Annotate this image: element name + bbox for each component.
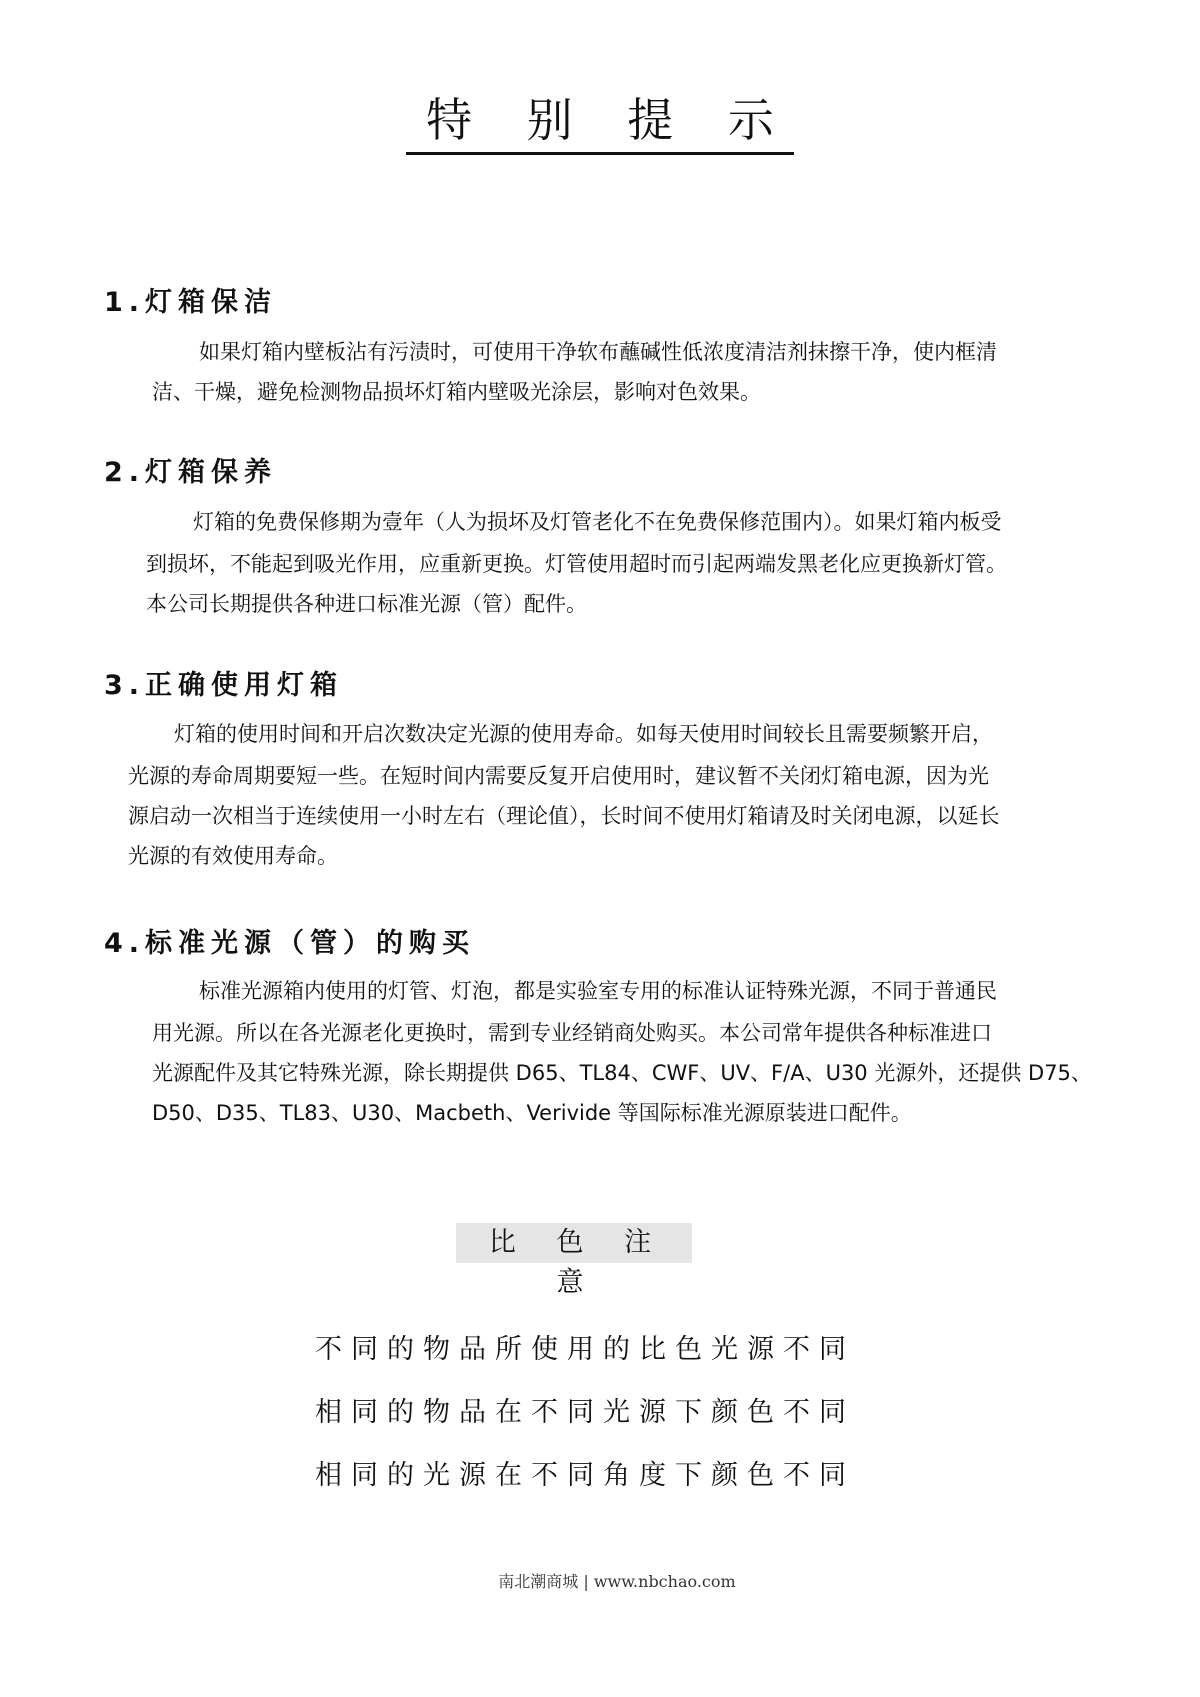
section-heading: 3.正确使用灯箱 <box>104 670 344 701</box>
paragraph-line: 灯箱的使用时间和开启次数决定光源的使用寿命。如每天使用时间较长且需要频繁开启， <box>174 722 993 746</box>
section-paragraph <box>152 372 761 412</box>
paragraph-line: 洁、干燥，避免检测物品损坏灯箱内壁吸光涂层，影响对色效果。 <box>152 380 761 404</box>
notice-line: 相同的光源在不同角度下颜色不同 <box>315 1460 855 1491</box>
notice-line: 相同的物品在不同光源下颜色不同 <box>315 1397 855 1428</box>
section-paragraph <box>152 1013 1092 1133</box>
paragraph-line: 灯箱的免费保修期为壹年（人为损坏及灯管老化不在免费保修范围内）。如果灯箱内板受 <box>193 510 1002 534</box>
paragraph-line: 本公司长期提供各种进口标准光源（管）配件。 <box>146 592 587 616</box>
notice-list <box>0 1318 1170 1507</box>
paragraph-line: 到损坏，不能起到吸光作用，应重新更换。灯管使用超时而引起两端发黑老化应更换新灯管。 <box>146 552 1007 576</box>
section-heading: 4.标准光源（管）的购买 <box>104 928 476 959</box>
paragraph-line: 光源的寿命周期要短一些。在短时间内需要反复开启使用时，建议暂不关闭灯箱电源，因为光 <box>128 764 989 788</box>
title-wrap <box>0 92 1200 155</box>
paragraph-line: D50、D35、TL83、U30、Macbeth、Verivide 等国际标准光源原装进口配件。 <box>152 1101 912 1125</box>
section-heading: 1.灯箱保洁 <box>104 287 278 318</box>
footer-source: 南北潮商城 | www.nbchao.com <box>498 1572 736 1591</box>
section-paragraph <box>174 714 993 754</box>
paragraph-line: 如果灯箱内壁板沾有污渍时，可使用干净软布蘸碱性低浓度清洁剂抹擦干净，使内框清 <box>199 340 997 364</box>
paragraph-line: 标准光源箱内使用的灯管、灯泡，都是实验室专用的标准认证特殊光源，不同于普通民 <box>199 979 997 1003</box>
notice-heading: 比 色 注 意 <box>456 1223 692 1263</box>
paragraph-line: 源启动一次相当于连续使用一小时左右（理论值），长时间不使用灯箱请及时关闭电源，以延长 <box>128 804 1000 828</box>
paragraph-line: 光源的有效使用寿命。 <box>128 844 338 868</box>
section-paragraph <box>128 756 1000 876</box>
notice-line: 不同的物品所使用的比色光源不同 <box>315 1334 855 1365</box>
section-paragraph <box>193 502 1002 542</box>
section-heading: 2.灯箱保养 <box>104 457 278 488</box>
section-paragraph <box>199 971 997 1011</box>
paragraph-line: 光源配件及其它特殊光源，除长期提供 D65、TL84、CWF、UV、F/A、U30 光源外，还提供 D75、 <box>152 1061 1092 1085</box>
section-paragraph <box>146 544 1007 624</box>
paragraph-line: 用光源。所以在各光源老化更换时，需到专业经销商处购买。本公司常年提供各种标准进口 <box>152 1021 992 1045</box>
page-title: 特 别 提 示 <box>406 92 794 155</box>
section-paragraph <box>199 332 997 372</box>
